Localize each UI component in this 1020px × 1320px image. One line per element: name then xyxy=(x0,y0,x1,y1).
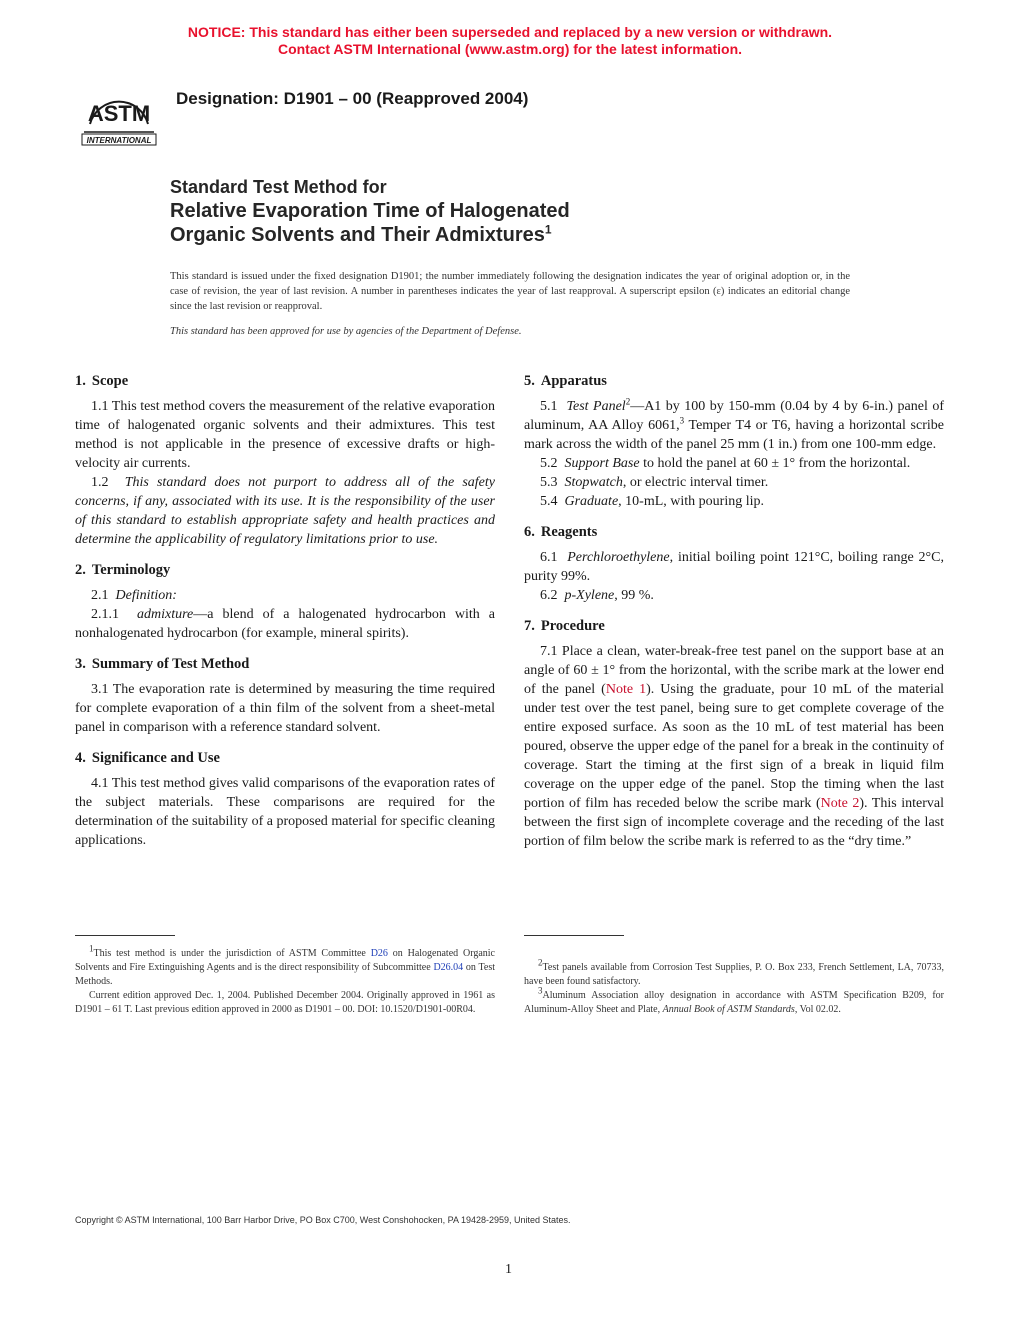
astm-logo xyxy=(78,76,160,150)
issuance-note: This standard is issued under the fixed designation D1901; the number immediately following the designation indicates the year of original adoption or, in the case of revision, the year of last revision. A number in parentheses indicates the year of last reapproval. A superscript epsilon (ε) indicates an editorial change since the last revision or reapproval. xyxy=(170,271,850,312)
notice-line-2: Contact ASTM International (www.astm.org) for the latest information. xyxy=(277,41,743,57)
title-line-2: Relative Evaporation Time of Halogenated xyxy=(170,200,570,222)
paragraph-5-4: 5.4 Graduate, 10-mL, with pouring lip. xyxy=(540,494,764,509)
paragraph-5-1: 5.1 Test Panel$^2$—A1 by 100 by 150-mm (0.04 by 4 by 6-in.) panel of aluminum, AA Alloy 6061,$^3$ Temper T4 or T6, having a horizontal scribe mark across the width of the panel 25 mm (1 in.) from one 100-mm edge. xyxy=(524,396,944,452)
left-column xyxy=(75,372,495,862)
paragraph-2-1: 2.1 Definition: xyxy=(91,588,177,603)
paragraph-2-1-1: 2.1.1 admixture—a blend of a halogenated hydrocarbon with a nonhalogenated hydrocarbon (for example, mineral spirits). xyxy=(75,607,495,641)
paragraph-1-2: 1.2 This standard does not purport to address all of the safety concerns, if any, associated with its use. It is the responsibility of the user of this standard to establish appropriate safety and health practices and determine the applicability of regulatory limitations prior to use. xyxy=(75,475,495,547)
section-procedure xyxy=(524,617,944,851)
note-2-link[interactable]: Note 2 xyxy=(820,796,860,811)
logo-letters: ASTM xyxy=(87,101,151,126)
subcommittee-d26-04-link[interactable]: D26.04 xyxy=(433,962,464,973)
footnote-2: $^2$Test panels available from Corrosion Test Supplies, P. O. Box 233, French Settlement, LA, 70733, have been found satisfactory. xyxy=(524,957,944,987)
title-line-1: Standard Test Method for xyxy=(170,177,387,197)
astm-logo-icon xyxy=(78,76,160,150)
footnote-rule-left xyxy=(75,935,175,936)
committee-d26-link[interactable]: D26 xyxy=(370,948,388,959)
paragraph-5-2: 5.2 Support Base to hold the panel at 60 ± 1° from the horizontal. xyxy=(540,456,911,471)
paragraph-3-1: 3.1 The evaporation rate is determined by measuring the time required for complete evaporation of a thin film of the solvent from a sheet-metal panel in comparison with a reference standard solvent. xyxy=(75,682,495,735)
paragraph-4-1: 4.1 This test method gives valid comparisons of the evaporation rates of the subject materials. These comparisons are required for the determination of the suitability of a proposed material for specific cleaning applications. xyxy=(75,776,495,848)
page-number: 1 xyxy=(505,1262,512,1277)
title-footnote-ref: 1 xyxy=(544,222,552,237)
copyright-line: Copyright © ASTM International, 100 Barr Harbor Drive, PO Box C700, West Conshohocken, PA 19428-2959, United States. xyxy=(75,1215,571,1225)
section-heading: 3. Summary of Test Method xyxy=(75,656,250,672)
designation: Designation: D1901 – 00 (Reapproved 2004) xyxy=(176,89,529,108)
paragraph-7-1: 7.1 Place a clean, water-break-free test panel on the support base at an angle of 60 ± 1° from the horizontal, with the scribe mark at the lower end of the panel (Note 1). Using the graduate, pour 10 mL of the material under test over the test panel, being sure to get complete coverage of the entire exposed surface. As soon as the 10 mL of test material has been poured, observe the upper edge of the panel for a break in the continuity of coverage. Start the timing at the first sign of a break in liquid film coverage on the upper edge of the panel. Stop the timing when the last portion of film has receded below the scribe mark (Note 2). This interval between the first sign of incomplete coverage and the receding of the last portion of film below the scribe mark is referred to as the “dry time.” xyxy=(524,644,944,849)
note-1-link[interactable]: Note 1 xyxy=(605,682,647,697)
footnote-1: $^1$This test method is under the jurisdiction of ASTM Committee D26 on Halogenated Organic Solvents and Fire Extinguishing Agents and is the direct responsibility of Subcommittee D26.04 on Test Methods. Current edition approved Dec. 1, 2004. Published December 2004. Originally approved in 1961 as D1901 – 61 T. Last previous edition approved in 2000 as D1901 – 00. DOI: 10.1520/D1901-00R04. xyxy=(75,943,495,1015)
section-heading: 5. Apparatus xyxy=(524,373,607,389)
paragraph-6-2: 6.2 p-Xylene, 99 %. xyxy=(540,588,654,603)
title-line-3: Organic Solvents and Their Admixtures xyxy=(170,224,545,246)
section-heading: 6. Reagents xyxy=(524,524,598,540)
section-heading: 2. Terminology xyxy=(75,562,171,578)
section-summary xyxy=(75,655,495,737)
section-heading: 1. Scope xyxy=(75,373,129,389)
dod-approval-note: This standard has been approved for use by agencies of the Department of Defense. xyxy=(170,326,522,337)
section-scope xyxy=(75,372,495,549)
footnotes-right xyxy=(524,957,944,1017)
section-reagents xyxy=(524,523,944,605)
section-terminology xyxy=(75,561,495,643)
withdrawal-notice xyxy=(0,24,1020,58)
logo-label: INTERNATIONAL xyxy=(86,136,152,145)
paragraph-5-3: 5.3 Stopwatch, or electric interval timer. xyxy=(540,475,769,490)
section-significance xyxy=(75,749,495,850)
section-apparatus xyxy=(524,372,944,511)
paragraph-1-1: 1.1 This test method covers the measurement of the relative evaporation time of halogenated organic solvents and their admixtures. This test method is not applicable in the presence of excessive drafts or high-velocity air currents. xyxy=(75,399,495,471)
footnote-rule-right xyxy=(524,935,624,936)
footnote-1-edition: Current edition approved Dec. 1, 2004. Published December 2004. Originally approved in 1961 as D1901 – 61 T. Last previous edition approved in 2000 as D1901 – 00. DOI: 10.1520/D1901-00R04. xyxy=(75,990,495,1015)
document-title xyxy=(170,175,570,247)
section-heading: 7. Procedure xyxy=(524,618,605,634)
notice-line-1: NOTICE: This standard has either been superseded and replaced by a new version or withdrawn. xyxy=(187,24,833,40)
right-column xyxy=(524,372,944,863)
paragraph-6-1: 6.1 Perchloroethylene, initial boiling point 121°C, boiling range 2°C, purity 99%. xyxy=(524,550,944,584)
footnote-3: $^3$Aluminum Association alloy designation in accordance with ASTM Specification B209, for Aluminum-Alloy Sheet and Plate, Annual Book of ASTM Standards, Vol 02.02. xyxy=(524,985,944,1015)
section-heading: 4. Significance and Use xyxy=(75,750,220,766)
